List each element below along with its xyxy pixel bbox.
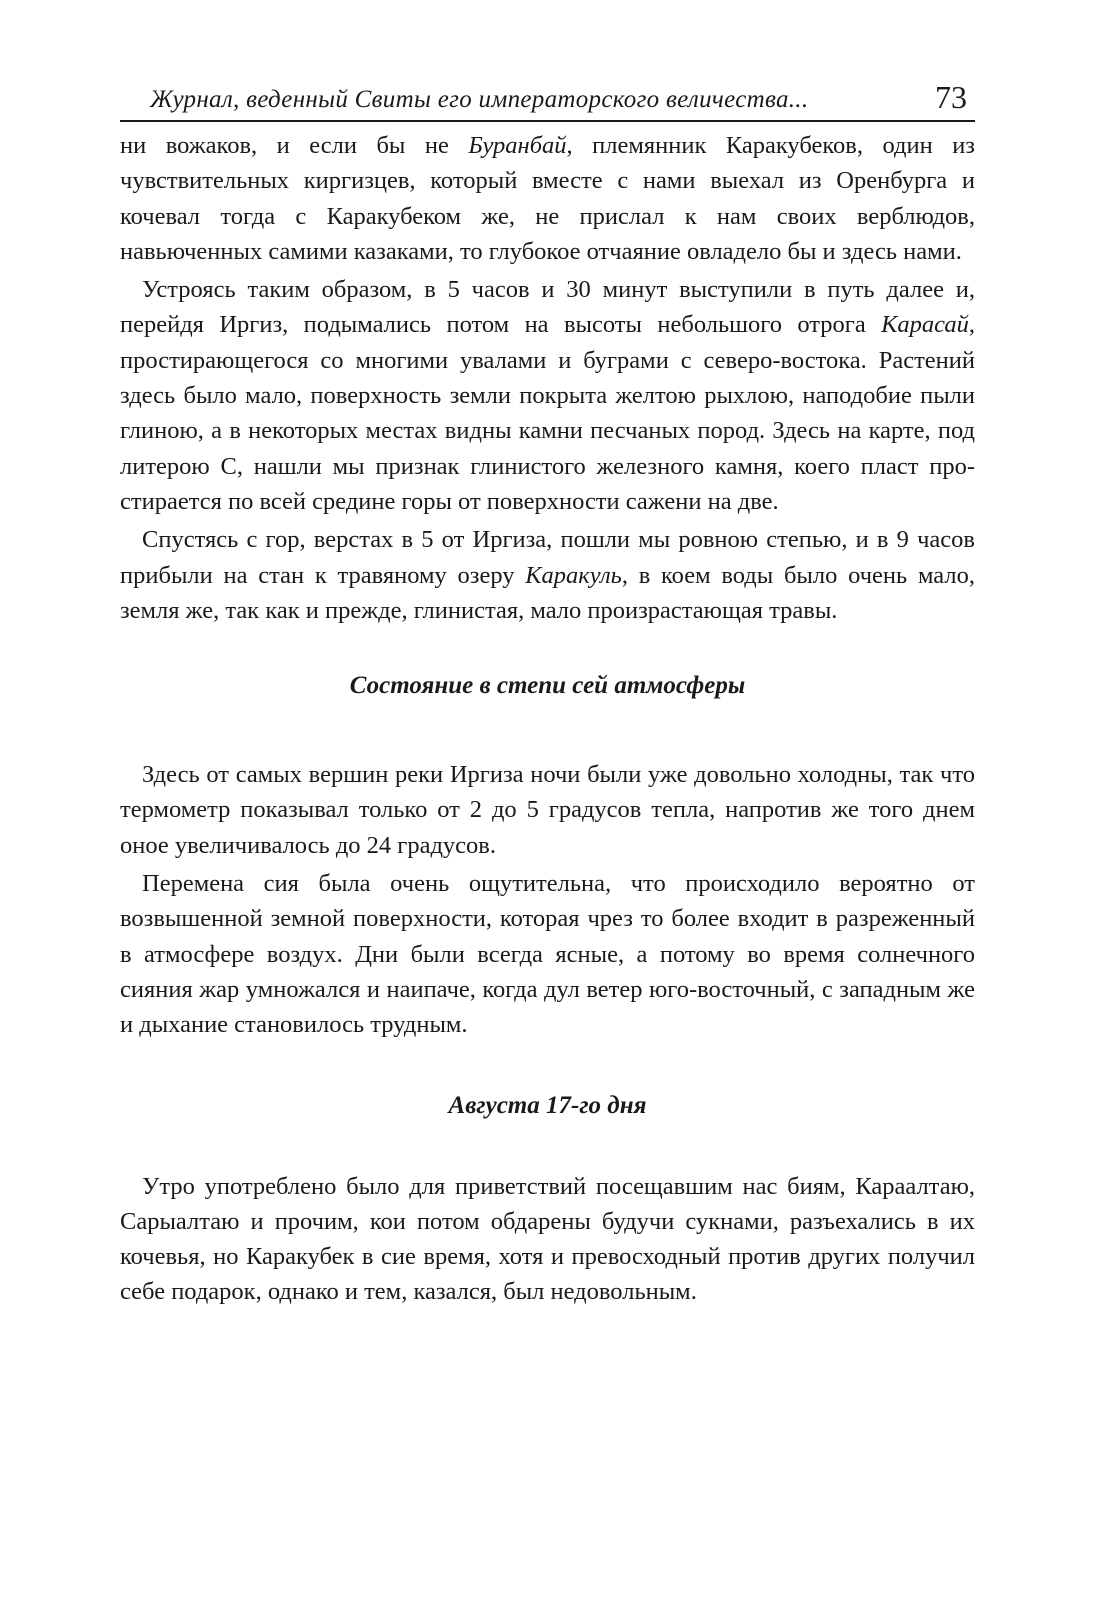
paragraph-continued [120, 128, 975, 269]
text-run: , в коем воды было очень мало, земля же, так как и прежде, глинистая, мало произрастающая травы. [120, 561, 975, 624]
page-number: 73 [935, 79, 967, 115]
italic-name: Каракуль [525, 561, 622, 589]
section-heading: Состояние в степи сей атмосферы [349, 672, 746, 700]
paragraph [120, 522, 975, 628]
text-run: , племянник Каракубеков, один из чувствительных киргизцев, который вместе с нами выехал из Оренбурга и кочевал тогда с Каракубеком же, не прислал к нам своих верблюдов, навьюченных самими казаками, то глубокое отчаяние овладело бы и здесь нами. [120, 132, 975, 265]
italic-name: Карасай [881, 311, 969, 339]
paragraph: Утро употреблено было для приветствий посещавшим нас биям, Караалтаю, Сарыалтаю и прочим, кои потом обдарены будучи сукнами, разъехались в их кочевья, но Каракубек в сие время, хотя и превосходный против других получил себе подарок, однако и тем, казался, был недовольным. [120, 1172, 975, 1306]
running-header [120, 70, 975, 122]
paragraph [120, 272, 975, 519]
section-heading: Августа 17-го дня [448, 1091, 647, 1119]
text-run: , простирающегося со многими увалами и буграми с северо-востока. Растений здесь было мало, поверхность земли покрыта желтою рыхлою, наподобие пыли глиною, а в некоторых местах видны камни песчаных пород. Здесь на карте, под литерою С, нашли мы признак глинистого железного камня, коего пласт простирается по всей средине горы от поверхности сажени на две. [120, 311, 975, 515]
italic-name: Буранбай [468, 132, 567, 159]
text-run: ни вожаков, и если бы не [120, 132, 469, 159]
page-body [120, 128, 975, 1310]
paragraph: Перемена сия была очень ощутительна, что происходило вероятно от возвышенной земной поверхности, которая чрез то более входит в разреженный в атмосфере воздух. Дни были всегда ясные, а потому во время солнечного сияния жар умножался и наипаче, когда дул ветер юго-восточный, с западным же и дыхание становилось трудным. [120, 870, 975, 1039]
paragraph: Здесь от самых вершин реки Иргиза ночи были уже довольно холодны, так что термометр показывал только от 2 до 5 градусов тепла, напротив же того днем оное увеличивалось до 24 градусов. [120, 761, 975, 859]
text-run: Устроясь таким образом, в 5 часов и 30 минут выступили в путь далее и, перейдя Иргиз, подымались потом на высоты небольшого отрога [120, 276, 975, 339]
text-run: Спустясь с гор, верстах в 5 от Иргиза, пошли мы ровною степью, и в 9 часов прибыли на стан к травяному озеру [120, 526, 975, 589]
running-title: Журнал, веденный Свиты его императорского величества... [150, 86, 809, 113]
